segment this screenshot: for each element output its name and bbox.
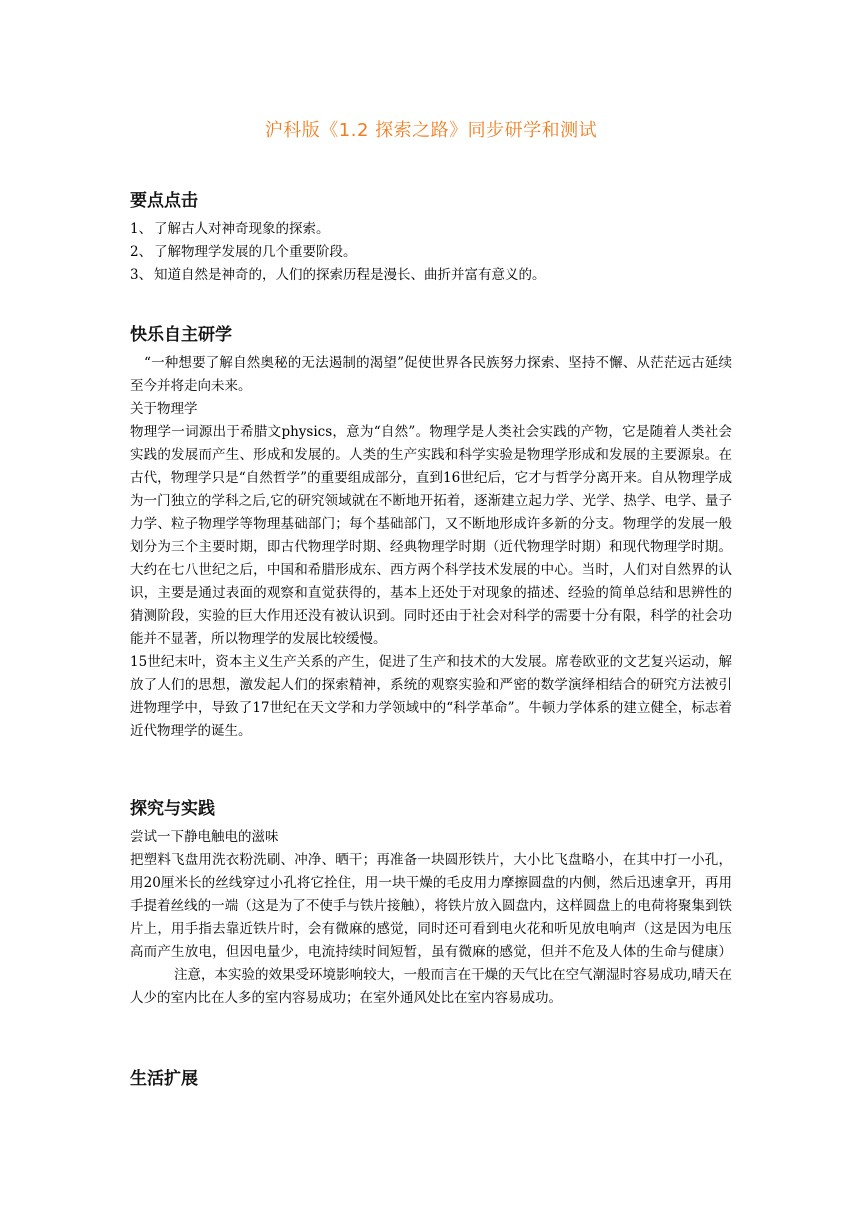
list-item [130, 264, 732, 287]
list-item-text: 知道自然是神奇的，人们的探索历程是漫长、曲折并富有意义的。 [154, 267, 546, 283]
list-item-number: 3、 [130, 267, 153, 283]
section-heading-key-points: 要点点击 [130, 191, 198, 211]
practice-body [130, 826, 732, 1010]
modern-physics-paragraph: 15世纪末叶，资本主义生产关系的产生，促进了生产和技术的大发展。席卷欧亚的文艺复兴运动，解放了人们的思想，激发起人们的探索精神，系统的观察实验和严密的数学演绎相结合的研究方法被引进物理学中，导致了17世纪在天文学和力学领域中的“科学革命”。牛顿力学体系的建立健全，标志着近代物理学的诞生。 [130, 654, 732, 739]
list-item [130, 218, 732, 241]
experiment-note-text: 注意，本实验的效果受环境影响较大，一般而言在干燥的天气比在空气潮湿时容易成功,晴天在人少的室内比在人多的室内容易成功；在室外通风处比在室内容易成功。 [130, 967, 732, 1006]
intro-paragraph: “一种想要了解自然奥秘的无法遏制的渴望”促使世界各民族努力探索、坚持不懈、从茫茫远古延续至今并将走向未来。 [130, 355, 732, 394]
experiment-paragraph [130, 849, 732, 1010]
list-item [130, 241, 732, 264]
experiment-steps-text: 把塑料飞盘用洗衣粉洗刷、冲净、晒干；再准备一块圆形铁片，大小比飞盘略小，在其中打一小孔，用20厘米长的丝线穿过小孔将它拴住，用一块干燥的毛皮用力摩擦圆盘的内侧，然后迅速拿开，再用手提着丝线的一端（这是为了不使手与铁片接触），将铁片放入圆盘内，这样圆盘上的电荷将聚集到铁片上，用手指去靠近铁片时，会有微麻的感觉，同时还可看到电火花和听见放电响声（这是因为电压高而产生放电，但因电量少，电流持续时间短暂，虽有微麻的感觉，但并不危及人体的生命与健康） [130, 852, 732, 960]
list-item-text: 了解物理学发展的几个重要阶段。 [154, 244, 357, 260]
document-title: 沪科版《1.2 探索之路》同步研学和测试 [264, 120, 598, 141]
list-item-text: 了解古人对神奇现象的探索。 [154, 221, 330, 237]
subheading-about-physics: 关于物理学 [130, 401, 198, 417]
key-points-list [130, 218, 732, 287]
experiment-subheading: 尝试一下静电触电的滋味 [130, 829, 279, 845]
section-heading-life: 生活扩展 [130, 1069, 198, 1089]
self-study-body [130, 352, 732, 743]
physics-history-paragraph: 物理学一词源出于希腊文physics，意为“自然”。物理学是人类社会实践的产物，它是随着人类社会实践的发展而产生、形成和发展的。人类的生产实践和科学实验是物理学形成和发展的主要源泉。在古代，物理学只是“自然哲学”的重要组成部分，直到16世纪后，它才与哲学分离开来。自从物理学成为一门独立的学科之后,它的研究领域就在不断地开拓着，逐渐建立起力学、光学、热学、电学、量子力学、粒子物理学等物理基础部门；每个基础部门，又不断地形成许多新的分支。物理学的发展一般划分为三个主要时期，即古代物理学时期、经典物理学时期（近代物理学时期）和现代物理学时期。大约在七八世纪之后，中国和希腊形成东、西方两个科学技术发展的中心。当时，人们对自然界的认识，主要是通过表面的观察和直觉获得的，基本上还处于对现象的描述、经验的简单总结和思辨性的猜测阶段，实验的巨大作用还没有被认识到。同时还由于社会对科学的需要十分有限，科学的社会功能并不显著，所以物理学的发展比较缓慢。 [130, 424, 732, 647]
list-item-number: 1、 [130, 221, 153, 237]
list-item-number: 2、 [130, 244, 153, 260]
section-heading-practice: 探究与实践 [130, 799, 215, 819]
section-heading-self-study: 快乐自主研学 [130, 325, 232, 345]
